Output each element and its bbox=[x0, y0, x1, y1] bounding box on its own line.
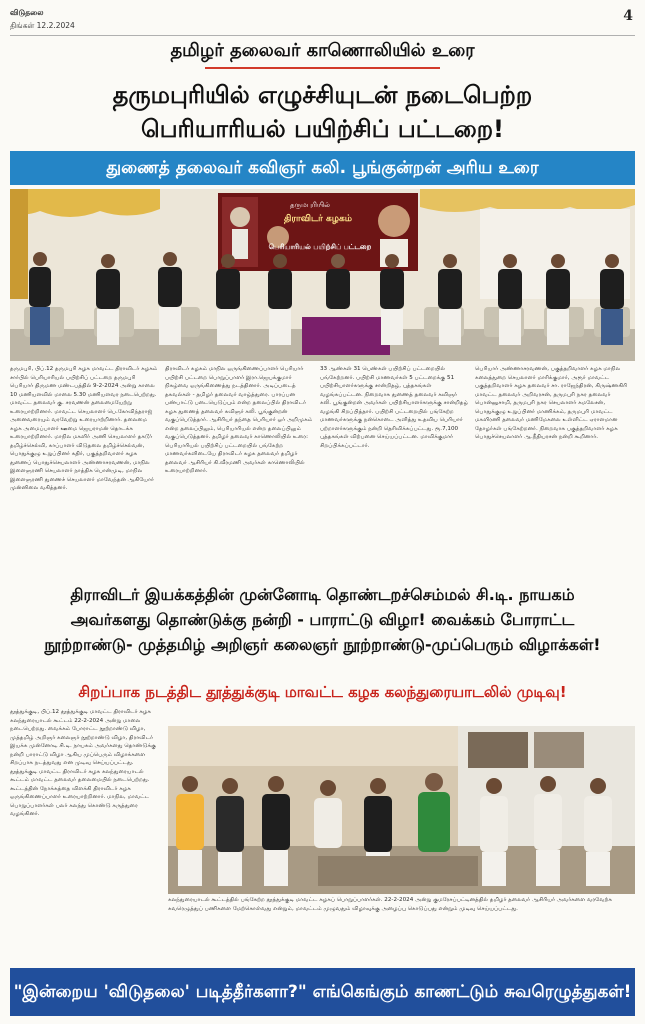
story1-photo bbox=[10, 189, 635, 361]
story1-column-1-text: தருமபுரி, பிப்.12 தருமபுரி கழக மாவட்ட திராவிடர் கழகம் சார்பில் பெரியாரியல் பயிற்சிப் பட்டறை தருமபுரி பெரியார் திருமண மண்டபத்தில் 9-2-2024 அன்று காலை 10 மணியளவில் மாலை 5.30 மணியளவர நடைபெற்றது. மாவட்ட தலைவர் கு. சரவணன் தலைமையேற்று உரையாற்றினார். மாவட்ட செயலாளர் பெ.கோவிந்தராஜ் அனைவரையும் வரவேற்று உரையாற்றினார். தலைமை கழக அமைப்பாளர் ஊமை ஜெயராமன் தொடக்க உரையாற்றினார். மாநில மகளிர் அணி செயலாளர் தகடூர் தமிழ்ச்செல்வி, காப்பாளர் விடுதலை தமிழ்ச்செல்வன், பொதுக்குழு உறுப்பினர் கதிர், பகுத்தறிவாளர் கழக துணைப் பொதுச்செயலாளர் அண்ணாசரவணன், மாநில இளைஞரணி செயலாளர் நாத்திக பொன்முடி, மாநில இளைஞரணி துணைச் செயலாளர் மாவேந்தன் ஆகியோர் முன்னிலை வகித்தனர். bbox=[10, 366, 158, 491]
masthead bbox=[10, 6, 635, 36]
story1-column-1 bbox=[10, 365, 158, 577]
story1-subhead-banner: துணைத் தலைவர் கவிஞர் கலி. பூங்குன்றன் அரிய உரை bbox=[10, 151, 635, 185]
story2-headline-line3: நூற்றாண்டு- முத்தமிழ் அறிஞர் கலைஞர் நூற்றாண்டு-முப்பெரும் விழாக்கள்! bbox=[44, 635, 601, 654]
story2-headline-line2: அவர்களது தொண்டுக்கு நன்றி - பாராட்டு விழா! வைக்கம் போராட்ட bbox=[70, 610, 575, 629]
paper-name: விடுதலை bbox=[10, 8, 44, 17]
banner-text-3: பெரியாரியல் பயிற்சிப் பட்டறை bbox=[268, 243, 372, 251]
footer-banner: "இன்றைய 'விடுதலை' படித்தீர்களா?" எங்கெங்கும் காணட்டும் சுவரெழுத்துகள்! bbox=[10, 968, 635, 1016]
story1-column-2-text: திராவிடர் கழகம் மாநில ஒருங்கிணைப்பாளர் பெரியார் பயிற்சி பட்டறை பொறுப்பாளர் இரா.ஜெயக்குமார் நிகழ்வை ஒருங்கிணைத்து நடத்தினார். அடிப்படைத் தகவல்கள் - தமிழர் தலைவர் வாழ்த்துரை. பாரப்பன பண்பாட்டு படையெடுப்பும் என்ற தலைப்பில் திராவிடர் கழக துணைத் தலைவர் கவிஞர் கலி. பூங்குன்றன் வகுப்பெடுத்தார். ஆசிரியர் தந்தை பெரியார் ஓர் அறிமுகம் என்ற தலைப்பிலும், பெரியாரியல் என்ற தலைப்பிலும் வகுப்பெடுத்தனர். தமிழர் தலைவர் காணொலியில் உரை: பெரியாரியல் பயிற்சிப் பட்டறையில் பங்கேற்ற மாணவர்களிடையே திராவிடர் கழக தலைவர் தமிழர் தலைவர் ஆசிரியர் கி.வீரமணி அவர்கள் காணொலியில் உரையாற்றினார். bbox=[165, 366, 313, 474]
story1-column-4 bbox=[475, 365, 635, 577]
kicker-underline bbox=[205, 67, 440, 69]
story1-headline-line1: தருமபுரியில் எழுச்சியுடன் நடைபெற்ற bbox=[112, 81, 533, 109]
story2-photo bbox=[168, 726, 635, 894]
podium-table bbox=[302, 317, 390, 355]
story1-kicker: தமிழர் தலைவர் காணொலியில் உரை bbox=[170, 40, 475, 61]
story1-column-3-text: 33 ஆண்கள் 31 பெண்கள் பயிற்சிப் பட்டறையில் பங்கேற்றனர். பயிற்சி மாணவர்கள் 5 பட்டறைக்கு 51 பயிற்சியாளர்களுக்கு சான்றிதழ், புத்தகங்கள் வழங்கப்பட்டன. நிறைவாக துணைத் தலைவர் கவிஞர் கலி. பூங்குன்றன் அவர்கள் பயிற்சியாளர்களுக்கு சான்றிதழ் வழங்கி சிறப்பித்தார். பயிற்சி பட்டறையில் பங்கேற்ற மாணவர்களுக்கு நன்கொடை அளித்து உதவிய பெரியார் பற்றாளர்களுக்கும் நன்றி தெரிவிக்கப்பட்டது. ரூ.7,100 புத்தகங்கள் விற்பனை செய்யப்பட்டன. மாவிக்குமார் சிறப்பிக்கப்பட்டார். bbox=[320, 366, 468, 449]
page-number: 4 bbox=[623, 8, 633, 24]
story2-photo-caption-text: கலந்துரையாடல் கூட்டத்தில் பங்கேற்ற தூத்துக்குடி மாவட்ட கழகப் பொறுப்பாளர்கள். 22-2-2024 அன்று குமரேசப்பட்டினத்தில் தமிழர் தலைவர் ஆசிரியர் அவர்களை வரவேற்க சுவரெழுத்துப் பணிகளை மேற்கொள்வது என்றும், மாவட்டம் முழுவதும் விழாவுக்கு அழைப்பு கொடுப்பது என்றும் முடிவு செய்யப்பட்டது. bbox=[168, 897, 612, 912]
story2-headline bbox=[10, 582, 635, 657]
paper-date: திங்கள் 12.2.2024 bbox=[10, 21, 75, 30]
story2-headline-line1: திராவிடர் இயக்கத்தின் முன்னோடி தொண்டறச்செம்மல் சி.டி. நாயகம் bbox=[70, 585, 575, 604]
story1-headline-line2: பெரியாரியல் பயிற்சிப் பட்டறை! bbox=[141, 115, 504, 143]
story2-photo-caption bbox=[168, 896, 635, 964]
story1-column-3 bbox=[320, 365, 468, 577]
story2-subhead: சிறப்பாக நடத்திட தூத்துக்குடி மாவட்ட கழக கலந்துரையாடலில் முடிவு! bbox=[78, 683, 567, 701]
story1-column-4-text: பெரியார் அண்ணாசரவணன், பகுத்தறிவாளர் கழக மாநில கலைத்துறை செயலாளர் மாரிக்குமார், அரூர் மாவட்ட பகுத்தறிவாளர் கழக தலைவர் சா. ராஜேந்திரன், கிருஷ்ணகிரி மாவட்ட தலைவர் அறிவரசன், தருமபுரி நகர தலைவர் பொன்னுசாமி, தருமபுரி நகர செயலாளர் கமலேசன், பொதுக்குழு உறுப்பினர் மாணிக்கம், தருமபுரி மாவட்ட மகளிரணி தலைவர் மணிமேகலை உள்ளிட்ட ஏராளமான தோழர்கள் பங்கேற்றனர். நிறைவாக பகுத்தறிவாளர் கழக பொதுச்செயலாளர் ஆ.நீதியரசன் நன்றி கூறினார். bbox=[475, 366, 628, 440]
story2-column-left-text: தூத்துக்குடி, பிப்.12 தூத்துக்குடி மாவட்ட திராவிடர் கழக கலந்துரையாடல் கூட்டம் 22-2-2024 அன்று மாலை நடைபெற்றது. வைக்கம் போராட்ட நூற்றாண்டு விழா, முத்தமிழ் அறிஞர் கலைஞர் நூற்றாண்டு விழா, திராவிடர் இயக்க முன்னோடி சி.டி. நாயகம் அவர்களது தொண்டுக்கு நன்றி பாராட்டு விழா ஆகிய முப்பெரும் விழாக்களை சிறப்பாக நடத்துவது என முடிவு செய்யப்பட்டது. தூத்துக்குடி மாவட்ட திராவிடர் கழக கலந்துரையாடல் கூட்டம் மாவட்ட தலைவர் தலைமையில் நடைபெற்றது. கூட்டத்தின் நோக்கத்தை விளக்கி திராவிடர் கழக ஒருங்கிணைப்பாளர் உரையாற்றினார். மாநில, மாவட்ட பொறுப்பாளர்கள் பலர் கலந்து கொண்டு கருத்துரை வழங்கினர். bbox=[10, 709, 156, 817]
story2-column-left bbox=[10, 708, 160, 964]
story1-column-2 bbox=[165, 365, 313, 577]
banner-text-1: தருமபுரியில் bbox=[290, 201, 330, 209]
banner-text-2: திராவிடர் கழகம் bbox=[284, 214, 352, 224]
